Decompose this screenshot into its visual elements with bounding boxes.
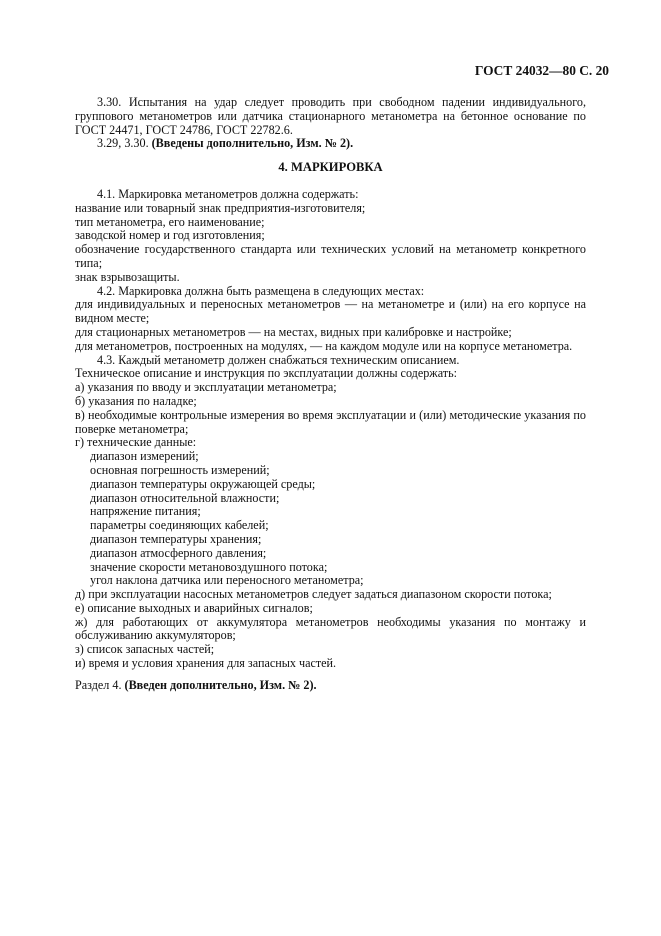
list-item: угол наклона датчика или переносного метанометра;	[90, 573, 364, 588]
amendment-prefix: Раздел 4.	[75, 677, 125, 692]
amendment-note-3-29	[75, 137, 586, 151]
list-item: диапазон относительной влажности;	[90, 490, 280, 505]
list-item: для стационарных метанометров — на местах, видных при калибровке и настройке;	[75, 324, 512, 339]
list-item: для индивидуальных и переносных метанометров — на метанометре и (или) на его корпусе на видном месте;	[75, 297, 586, 326]
list-item: название или товарный знак предприятия-изготовителя;	[75, 200, 366, 215]
list-item: для метанометров, построенных на модулях, — на каждом модуле или на корпусе метанометра.	[75, 338, 573, 353]
list-item: диапазон измерений;	[90, 449, 199, 464]
section-4-amendment-note	[75, 679, 586, 693]
list-item: знак взрывозащиты.	[75, 269, 180, 284]
paragraph-4-3-contents: Техническое описание и инструкция по эксплуатации должны содержать:	[75, 366, 457, 381]
list-item: з) список запасных частей;	[75, 642, 215, 657]
list-item: диапазон температуры хранения;	[90, 531, 262, 546]
list-item: параметры соединяющих кабелей;	[90, 518, 269, 533]
list-item: б) указания по наладке;	[75, 393, 197, 408]
list-item: тип метанометра, его наименование;	[75, 214, 265, 229]
paragraph-3-30: 3.30. Испытания на удар следует проводить при свободном падении индивидуального, группового метанометров или датчика стационарного метанометра на бетонное основание по ГОСТ 24471, ГОСТ 24786, ГОСТ 22782.6.	[75, 95, 586, 137]
list-item: д) при эксплуатации насосных метанометров следует задаться диапазоном скорости потока;	[75, 587, 552, 602]
paragraph-4-2: 4.2. Маркировка должна быть размещена в следующих местах:	[97, 283, 425, 298]
list-item: ж) для работающих от аккумулятора метанометров необходимы указания по монтажу и обслуживанию аккумуляторов;	[75, 614, 586, 643]
list-item: обозначение государственного стандарта или технических условий на метанометр конкретного типа;	[75, 242, 586, 270]
amendment-bold: (Введены дополнительно, Изм. № 2).	[151, 136, 354, 151]
amendment-prefix: 3.29, 3.30.	[97, 136, 152, 151]
list-item: диапазон температуры окружающей среды;	[90, 476, 316, 491]
document-body	[75, 96, 586, 693]
section-4-title: 4. МАРКИРОВКА	[278, 160, 383, 175]
list-item: значение скорости метановоздушного потока;	[90, 559, 328, 574]
paragraph-4-1: 4.1. Маркировка метанометров должна содержать:	[97, 186, 359, 201]
paragraph-4-3: 4.3. Каждый метанометр должен снабжаться техническим описанием.	[97, 352, 460, 367]
technical-data-list	[75, 450, 586, 588]
amendment-bold: (Введен дополнительно, Изм. № 2).	[124, 677, 317, 692]
list-item: диапазон атмосферного давления;	[90, 545, 267, 560]
list-item: основная погрешность измерений;	[90, 462, 270, 477]
list-item: напряжение питания;	[90, 504, 201, 519]
page-header: ГОСТ 24032—80 С. 20	[474, 63, 609, 78]
list-item: г) технические данные:	[75, 435, 197, 450]
list-item: а) указания по вводу и эксплуатации метанометра;	[75, 380, 337, 395]
list-item: и) время и условия хранения для запасных частей.	[75, 656, 337, 671]
list-item: в) необходимые контрольные измерения во время эксплуатации и (или) методические указания по поверке метанометра;	[75, 407, 586, 436]
list-item: заводской номер и год изготовления;	[75, 228, 265, 243]
list-item: е) описание выходных и аварийных сигналов;	[75, 600, 313, 615]
